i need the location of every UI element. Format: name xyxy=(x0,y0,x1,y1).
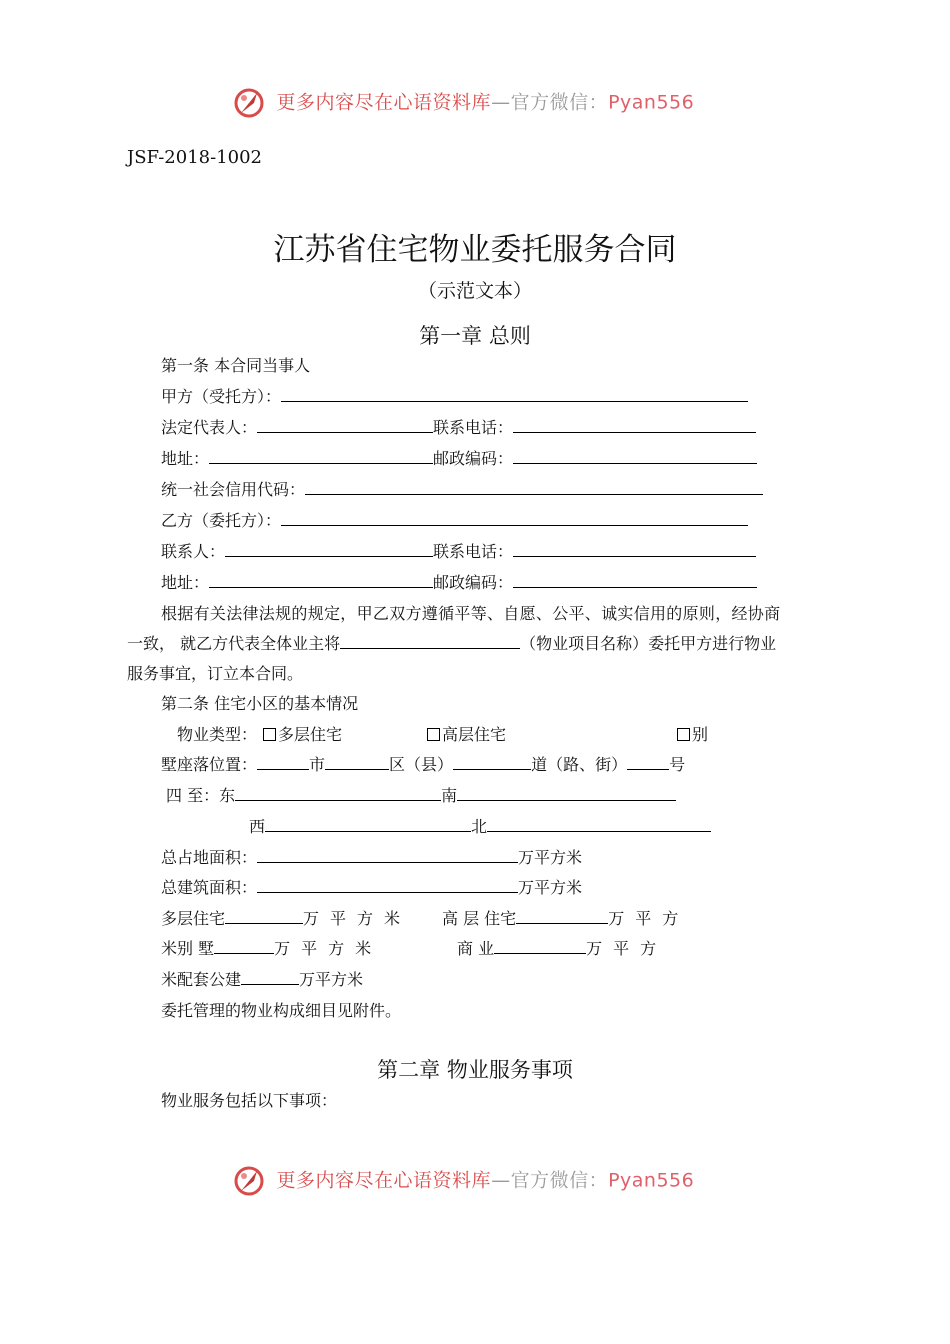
total-build-row xyxy=(161,875,582,898)
option-high-label: 高层住宅 xyxy=(442,725,507,744)
commercial-blank[interactable] xyxy=(494,939,586,954)
total-build-blank[interactable] xyxy=(257,878,518,893)
total-land-row xyxy=(161,845,582,868)
postal-blank[interactable] xyxy=(513,449,757,464)
commercial-row xyxy=(457,936,667,959)
credit-code-blank[interactable] xyxy=(305,480,763,495)
east-blank[interactable] xyxy=(235,786,441,801)
phone-label: 联系电话： xyxy=(433,418,514,437)
watermark-wechat-label: 官方微信： xyxy=(510,1169,609,1192)
road-label: 道（路、街） xyxy=(531,755,628,774)
villa-label: 别 墅 xyxy=(177,939,215,958)
option-multi-label: 多层住宅 xyxy=(278,725,343,744)
address-a-row xyxy=(161,446,757,469)
page-title: 江苏省住宅物业委托服务合同 xyxy=(273,232,677,268)
watermark-wechat-id: Pyan556 xyxy=(608,91,695,114)
high-res-unit: 万平方 xyxy=(608,909,690,928)
party-a-label: 甲方（受托方）： xyxy=(161,387,282,406)
west-label: 西 xyxy=(249,817,266,836)
total-land-unit: 万平方米 xyxy=(518,848,583,867)
legal-rep-row xyxy=(161,415,756,438)
multi-res-unit-end: 米 xyxy=(384,909,401,928)
south-label: 南 xyxy=(441,786,458,805)
district-label: 区（县） xyxy=(389,755,454,774)
phone-b-label: 联系电话： xyxy=(433,542,514,561)
city-label: 市 xyxy=(309,755,326,774)
option-villa[interactable] xyxy=(677,722,708,745)
legal-rep-label: 法定代表人： xyxy=(161,418,258,437)
high-res-label: 高 层 住宅 xyxy=(442,909,517,928)
city-blank[interactable] xyxy=(257,755,309,770)
party-b-label: 乙方（委托方）： xyxy=(161,511,282,530)
address-b-row xyxy=(161,570,757,593)
attachment-note: 委托管理的物业构成细目见附件。 xyxy=(161,1001,402,1020)
chapter1-heading: 第一章 总则 xyxy=(419,324,531,348)
north-blank[interactable] xyxy=(487,817,711,832)
total-build-label: 总建筑面积： xyxy=(161,878,258,897)
legal-rep-blank[interactable] xyxy=(257,418,433,433)
total-land-label: 总占地面积： xyxy=(161,848,258,867)
article1-heading: 第一条 本合同当事人 xyxy=(161,356,311,375)
checkbox-villa[interactable] xyxy=(677,728,690,741)
villa-row xyxy=(161,936,371,959)
phone-b-blank[interactable] xyxy=(513,542,756,557)
para1-line2 xyxy=(127,631,776,654)
road-blank[interactable] xyxy=(453,755,531,770)
high-res-blank[interactable] xyxy=(516,909,608,924)
address-label: 地址： xyxy=(161,449,210,468)
watermark-wechat-label: 官方微信： xyxy=(510,91,609,114)
subtitle: （示范文本） xyxy=(417,280,532,302)
watermark-top xyxy=(232,86,694,120)
total-build-unit: 万平方米 xyxy=(518,878,583,897)
south-blank[interactable] xyxy=(457,786,676,801)
supporting-unit: 万平方米 xyxy=(299,970,364,989)
total-land-blank[interactable] xyxy=(257,848,518,863)
multi-res-row xyxy=(161,906,400,929)
property-type-label: 物业类型： xyxy=(177,725,258,744)
para1-line1: 根据有关法律法规的规定，甲乙双方遵循平等、自愿、公平、诚实信用的原则，经协商 xyxy=(161,604,781,623)
location-row xyxy=(161,752,685,775)
villa-end-char: 墅 xyxy=(161,755,178,774)
postal-label: 邮政编码： xyxy=(433,449,514,468)
district-blank[interactable] xyxy=(325,755,389,770)
contact-row xyxy=(161,539,756,562)
high-res-row xyxy=(442,906,689,929)
chapter2-heading: 第二章 物业服务事项 xyxy=(377,1058,573,1082)
number-label: 号 xyxy=(669,755,686,774)
west-blank[interactable] xyxy=(265,817,471,832)
contact-blank[interactable] xyxy=(225,542,433,557)
doc-number: JSF-2018-1002 xyxy=(127,147,263,168)
watermark-main-text: 更多内容尽在心语资料库 xyxy=(276,1169,492,1192)
villa-unit: 万平方 xyxy=(274,939,356,958)
number-blank[interactable] xyxy=(627,755,669,770)
phone-blank[interactable] xyxy=(513,418,756,433)
para1-line3: 服务事宜，订立本合同。 xyxy=(127,664,304,683)
supporting-blank[interactable] xyxy=(241,970,299,985)
option-villa-label: 别 xyxy=(692,725,709,744)
boundary-label: 四 至：东 xyxy=(166,786,236,805)
multi-res-blank[interactable] xyxy=(225,909,303,924)
checkbox-multi[interactable] xyxy=(263,728,276,741)
boundary-row xyxy=(166,783,676,806)
services-intro: 物业服务包括以下事项： xyxy=(161,1091,338,1110)
commercial-unit-end: 米 xyxy=(161,970,178,989)
postal-b-blank[interactable] xyxy=(513,573,757,588)
multi-res-label: 多层住宅 xyxy=(161,909,226,928)
high-res-unit-end: 米 xyxy=(161,939,178,958)
para1-line2-start: 一致， 就乙方代表全体业主将 xyxy=(127,634,341,653)
address-b-label: 地址： xyxy=(161,573,210,592)
party-b-blank[interactable] xyxy=(281,511,748,526)
quill-logo-icon xyxy=(232,86,266,120)
location-label: 座落位置： xyxy=(177,755,258,774)
project-name-blank[interactable] xyxy=(340,634,520,649)
postal-b-label: 邮政编码： xyxy=(433,573,514,592)
option-high[interactable] xyxy=(427,722,506,745)
address-blank[interactable] xyxy=(209,449,433,464)
credit-code-label: 统一社会信用代码： xyxy=(161,480,306,499)
party-b-row xyxy=(161,508,748,531)
credit-code-row xyxy=(161,477,763,500)
article2-heading: 第二条 住宅小区的基本情况 xyxy=(161,694,359,713)
option-multi[interactable] xyxy=(263,722,342,745)
watermark-wechat-id: Pyan556 xyxy=(608,1169,695,1192)
commercial-label: 商 业 xyxy=(457,939,495,958)
supporting-row xyxy=(161,967,363,990)
watermark-main-text: 更多内容尽在心语资料库 xyxy=(276,91,492,114)
watermark-bottom xyxy=(232,1164,694,1198)
para1-line2-end: （物业项目名称）委托甲方进行物业 xyxy=(520,634,777,653)
villa-unit-end: 米 xyxy=(355,939,372,958)
watermark-dash: — xyxy=(491,91,511,114)
watermark-dash: — xyxy=(491,1169,511,1192)
party-a-blank[interactable] xyxy=(281,387,748,402)
multi-res-unit: 万平方 xyxy=(303,909,385,928)
boundary-row-2 xyxy=(249,814,711,837)
address-b-blank[interactable] xyxy=(209,573,433,588)
party-a-row xyxy=(161,384,748,407)
contact-label: 联系人： xyxy=(161,542,226,561)
property-type-row xyxy=(177,722,257,745)
supporting-label: 配套公建 xyxy=(177,970,242,989)
north-label: 北 xyxy=(471,817,488,836)
checkbox-high[interactable] xyxy=(427,728,440,741)
commercial-unit: 万平方 xyxy=(586,939,668,958)
quill-logo-icon xyxy=(232,1164,266,1198)
villa-blank[interactable] xyxy=(214,939,274,954)
